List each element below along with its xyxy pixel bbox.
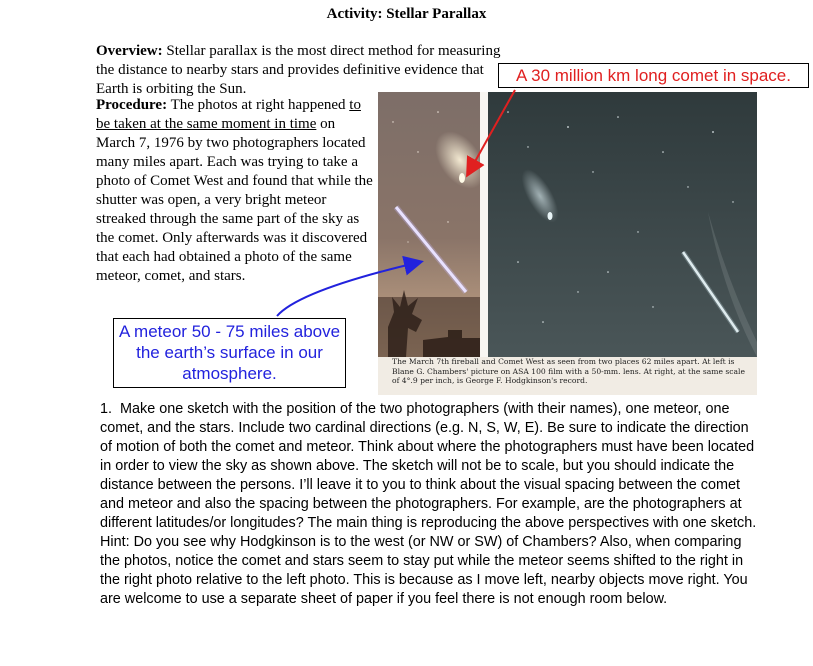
question-number: 1.	[100, 401, 113, 417]
procedure-text-a: The photos at right happened	[167, 97, 350, 113]
procedure-underlined-text: to be taken at the same moment in time	[96, 97, 361, 132]
comet-arrow	[468, 90, 515, 174]
question-text: Make one sketch with the position of the two photographers (with their names), one meteor, one comet, and the stars. Include two cardinal directions (e.g. N, S, W, E). Be sure to indicate the direction of motion of both the comet and meteor. Think about where the photographers must have been located in order to view the sky as shown above. The sketch will not be to scale, but you should indicate the distance between the persons. I’ll leave it to you to think about the visual spacing between the comet and meteor and also the spacing between the photographers. For example, are the photographers at different latitudes/or longitudes? The main thing is reproducing the above perspectives with one sketch. Hint: Do you see why Hodgkinson is to the west (or NW or SW) of Chambers? Also, when comparing the photos, notice the comet and stars seem to stay put while the meteor seems shifted to the right in the right photo relative to the left photo. This is because as I move left, nearby objects move right. You are welcome to use a separate sheet of paper if you feel there is not enough room below.	[100, 401, 757, 607]
page-title: Activity: Stellar Parallax	[326, 6, 487, 22]
procedure-label: Procedure:	[96, 97, 168, 113]
overview-label: Overview:	[96, 43, 163, 59]
procedure-text-b: on March 7, 1976 by two photographers located many miles apart. Each was trying to take a photo of Comet West and found that while the shutter was open, a very bright meteor streaked through the same part of the sky as the comet. Only afterwards was it discovered that each had obtained a photo of the same meteor, comet, and stars.	[96, 116, 373, 284]
question-1	[100, 400, 760, 609]
photo-caption: The March 7th fireball and Comet West as seen from two places 62 miles apart. At left is Blane G. Chambers' picture on ASA 100 film with a 50-mm. lens. At right, at the same scale of 4°.9 per inch, is George F. Hodgkinson's record.	[392, 357, 745, 385]
overview-text: Stellar parallax is the most direct method for measuring the distance to nearby stars and provides definitive evidence that Earth is orbiting the Sun.	[96, 43, 501, 97]
comet-annotation: A 30 million km long comet in space.	[498, 63, 809, 88]
meteor-arrow	[277, 262, 420, 316]
meteor-annotation: A meteor 50 - 75 miles above the earth’s surface in our atmosphere.	[113, 318, 346, 388]
